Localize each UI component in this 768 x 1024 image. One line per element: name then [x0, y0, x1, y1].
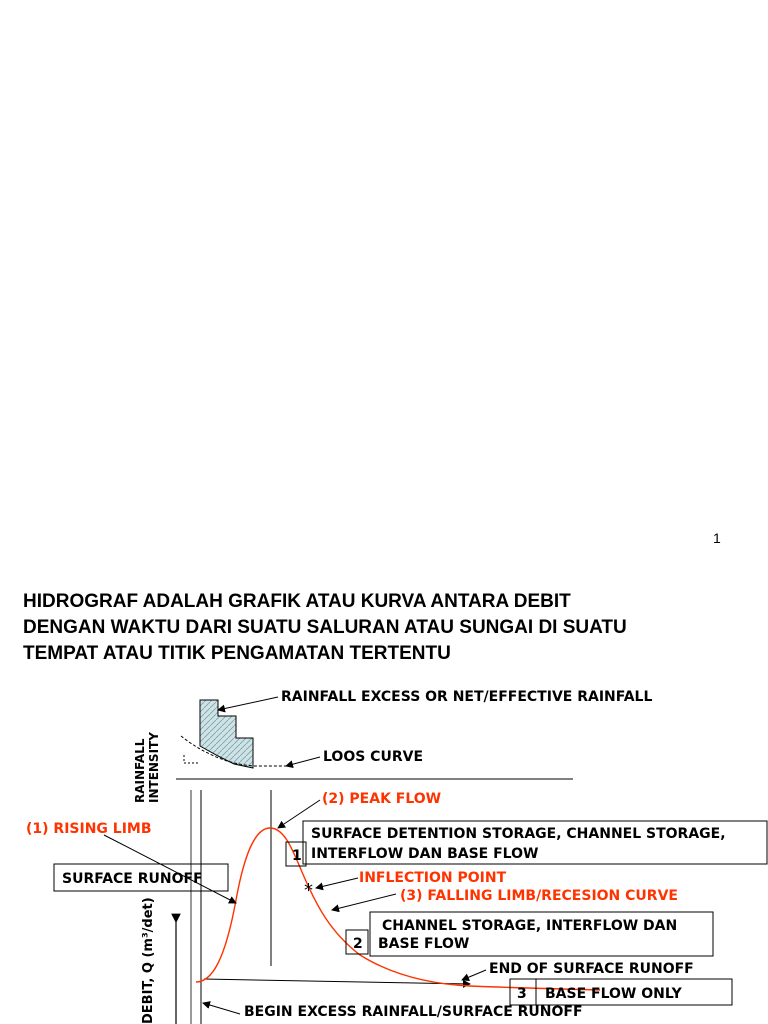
arrow-loss-curve: [286, 757, 320, 766]
page-number: 1: [713, 530, 721, 546]
arrow-peak-flow: [278, 800, 320, 828]
arrow-end-surface-runoff: [462, 970, 486, 980]
box-2-number: 2: [353, 936, 363, 952]
arrow-rainfall-excess: [218, 697, 278, 710]
rainfall-excess-label: RAINFALL EXCESS OR NET/EFFECTIVE RAINFALL: [281, 689, 653, 705]
surface-runoff-label: SURFACE RUNOFF: [62, 871, 203, 887]
falling-limb-label: (3) FALLING LIMB/RECESION CURVE: [400, 888, 678, 904]
rising-limb-label: (1) RISING LIMB: [26, 821, 152, 837]
end-surface-runoff-label: END OF SURFACE RUNOFF: [489, 961, 694, 977]
title-line-2: DENGAN WAKTU DARI SUATU SALURAN ATAU SUNGAI DI SUATU: [23, 617, 627, 638]
box-3-label: BASE FLOW ONLY: [545, 986, 682, 1002]
arrow-rising-limb: [104, 835, 236, 903]
box-2-line-2: BASE FLOW: [378, 936, 470, 952]
debit-axis-label: DEBIT, Q (m³/det): [141, 897, 156, 1024]
rainfall-intensity-label-2: INTENSITY: [147, 732, 161, 803]
title-line-3: TEMPAT ATAU TITIK PENGAMATAN TERTENTU: [23, 643, 451, 664]
box-1-line-1: SURFACE DETENTION STORAGE, CHANNEL STORAGE,: [311, 826, 726, 842]
rainfall-excess-block: [200, 700, 253, 768]
title-line-1: HIDROGRAF ADALAH GRAFIK ATAU KURVA ANTARA DEBIT: [23, 591, 571, 612]
begin-excess-label: BEGIN EXCESS RAINFALL/SURFACE RUNOFF: [244, 1004, 583, 1020]
box-1-line-2: INTERFLOW DAN BASE FLOW: [311, 846, 539, 862]
loss-curve-label: LOOS CURVE: [323, 749, 424, 765]
arrow-begin-excess: [203, 1003, 240, 1014]
hyetograph-bracket: [184, 755, 200, 763]
box-3-number: 3: [517, 986, 527, 1002]
arrow-falling-limb: [332, 894, 396, 910]
inflection-point-label: INFLECTION POINT: [359, 870, 507, 886]
box-1-number: 1: [292, 848, 302, 864]
box-2-line-1: CHANNEL STORAGE, INTERFLOW DAN: [382, 918, 678, 934]
arrow-inflection-point: [316, 878, 358, 888]
peak-flow-label: (2) PEAK FLOW: [322, 791, 442, 807]
rainfall-intensity-label-1: RAINFALL: [133, 738, 147, 803]
inflection-point-mark: *: [304, 880, 313, 901]
